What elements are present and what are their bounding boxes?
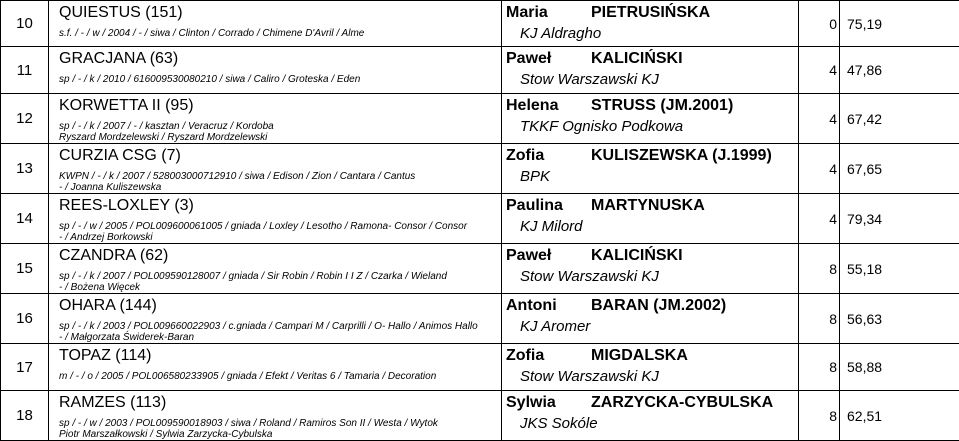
- horse-details: sp / - / k / 2003 / POL009660022903 / c.gniada / Campari M / Carprilli / O- Hallo / Animos Hallo: [59, 321, 501, 332]
- place-cell: 15: [1, 244, 49, 294]
- horse-owners: - / Andrzej Borkowski: [59, 232, 501, 243]
- time-cell: 67,42: [840, 94, 959, 144]
- rider-last-name: KALICIŃSKI: [591, 247, 683, 265]
- time-cell: 79,34: [840, 194, 959, 244]
- place-cell: 17: [1, 344, 49, 391]
- table-row: [1, 244, 959, 294]
- horse-owners: - / Małgorzata Świderek-Baran: [59, 332, 501, 343]
- table-row: [1, 94, 959, 144]
- club-name: BPK: [506, 168, 798, 186]
- horse-cell: [49, 47, 502, 94]
- horse-cell: [49, 294, 502, 344]
- penalty-cell: 4: [799, 144, 840, 194]
- rider-last-name: KALICIŃSKI: [591, 50, 683, 68]
- horse-cell: [49, 144, 502, 194]
- horse-name: TOPAZ (114): [59, 347, 501, 365]
- rider-first-name: Sylwia: [506, 394, 556, 412]
- horse-details: s.f. / - / w / 2004 / - / siwa / Clinton / Corrado / Chimene D'Avril / Alme: [59, 28, 501, 39]
- horse-details: sp / - / k / 2007 / - / kasztan / Veracruz / Kordoba: [59, 121, 501, 132]
- table-row: [1, 344, 959, 391]
- horse-details: KWPN / - / k / 2007 / 528003000712910 / siwa / Edison / Zion / Cantara / Cantus: [59, 171, 501, 182]
- rider-first-name: Paweł: [506, 247, 551, 265]
- rider-last-name: ZARZYCKA-CYBULSKA: [591, 394, 773, 412]
- rider-cell: [502, 294, 799, 344]
- horse-name: CZANDRA (62): [59, 247, 501, 265]
- rider-last-name: PIETRUSIŃSKA: [591, 4, 710, 22]
- rider-cell: [502, 1, 799, 47]
- horse-owners: Ryszard Mordzelewski / Ryszard Mordzelewski: [59, 132, 501, 143]
- table-row: [1, 391, 959, 441]
- horse-owners: - / Joanna Kuliszewska: [59, 182, 501, 193]
- rider-last-name: MIGDALSKA: [591, 347, 688, 365]
- horse-owners: Piotr Marszałkowski / Sylwia Zarzycka-Cybulska: [59, 429, 501, 440]
- place-cell: 11: [1, 47, 49, 94]
- rider-first-name: Paulina: [506, 197, 563, 215]
- time-cell: 47,86: [840, 47, 959, 94]
- horse-name: REES-LOXLEY (3): [59, 197, 501, 215]
- horse-name: QUIESTUS (151): [59, 4, 501, 22]
- club-name: JKS Sokóle: [506, 415, 798, 433]
- club-name: KJ Milord: [506, 218, 798, 236]
- table-row: [1, 194, 959, 244]
- rider-last-name: STRUSS (JM.2001): [591, 97, 733, 115]
- club-name: Stow Warszawski KJ: [506, 268, 798, 286]
- table-row: [1, 144, 959, 194]
- time-cell: 75,19: [840, 1, 959, 47]
- place-cell: 16: [1, 294, 49, 344]
- horse-cell: [49, 244, 502, 294]
- rider-last-name: BARAN (JM.2002): [591, 297, 726, 315]
- penalty-cell: 4: [799, 194, 840, 244]
- horse-details: sp / - / w / 2005 / POL009600061005 / gniada / Loxley / Lesotho / Ramona- Consor / Consor: [59, 221, 501, 232]
- horse-name: KORWETTA II (95): [59, 97, 501, 115]
- time-cell: 56,63: [840, 294, 959, 344]
- rider-first-name: Paweł: [506, 50, 551, 68]
- time-cell: 58,88: [840, 344, 959, 391]
- rider-first-name: Zofia: [506, 347, 544, 365]
- rider-cell: [502, 344, 799, 391]
- rider-cell: [502, 94, 799, 144]
- horse-cell: [49, 344, 502, 391]
- time-cell: 67,65: [840, 144, 959, 194]
- penalty-cell: 8: [799, 344, 840, 391]
- horse-cell: [49, 391, 502, 441]
- rider-first-name: Helena: [506, 97, 558, 115]
- rider-cell: [502, 144, 799, 194]
- place-cell: 14: [1, 194, 49, 244]
- club-name: Stow Warszawski KJ: [506, 71, 798, 89]
- table-row: [1, 47, 959, 94]
- horse-name: GRACJANA (63): [59, 50, 501, 68]
- club-name: TKKF Ognisko Podkowa: [506, 118, 798, 136]
- time-cell: 62,51: [840, 391, 959, 441]
- rider-cell: [502, 47, 799, 94]
- rider-first-name: Antoni: [506, 297, 557, 315]
- rider-last-name: KULISZEWSKA (J.1999): [591, 147, 772, 165]
- horse-name: RAMZES (113): [59, 394, 501, 412]
- penalty-cell: 8: [799, 391, 840, 441]
- penalty-cell: 0: [799, 1, 840, 47]
- rider-last-name: MARTYNUSKA: [591, 197, 705, 215]
- penalty-cell: 4: [799, 94, 840, 144]
- club-name: Stow Warszawski KJ: [506, 368, 798, 386]
- horse-details: sp / - / w / 2003 / POL009590018903 / siwa / Roland / Ramiros Son II / Westa / Wytok: [59, 418, 501, 429]
- horse-details: sp / - / k / 2010 / 616009530080210 / siwa / Caliro / Groteska / Eden: [59, 74, 501, 85]
- place-cell: 18: [1, 391, 49, 441]
- place-cell: 12: [1, 94, 49, 144]
- horse-owners: - / Bożena Więcek: [59, 282, 501, 293]
- time-cell: 55,18: [840, 244, 959, 294]
- club-name: KJ Aromer: [506, 318, 798, 336]
- horse-name: OHARA (144): [59, 297, 501, 315]
- horse-cell: [49, 194, 502, 244]
- table-row: [1, 294, 959, 344]
- horse-name: CURZIA CSG (7): [59, 147, 501, 165]
- horse-cell: [49, 1, 502, 47]
- rider-cell: [502, 194, 799, 244]
- place-cell: 10: [1, 1, 49, 47]
- rider-cell: [502, 391, 799, 441]
- club-name: KJ Aldragho: [506, 25, 798, 43]
- penalty-cell: 4: [799, 47, 840, 94]
- rider-cell: [502, 244, 799, 294]
- place-cell: 13: [1, 144, 49, 194]
- rider-first-name: Maria: [506, 4, 548, 22]
- table-row: [1, 1, 959, 47]
- horse-cell: [49, 94, 502, 144]
- penalty-cell: 8: [799, 244, 840, 294]
- penalty-cell: 8: [799, 294, 840, 344]
- horse-details: sp / - / k / 2007 / POL009590128007 / gniada / Sir Robin / Robin I I Z / Czarka / Wieland: [59, 271, 501, 282]
- horse-details: m / - / o / 2005 / POL006580233905 / gniada / Efekt / Veritas 6 / Tamaria / Decoration: [59, 371, 501, 382]
- rider-first-name: Zofia: [506, 147, 544, 165]
